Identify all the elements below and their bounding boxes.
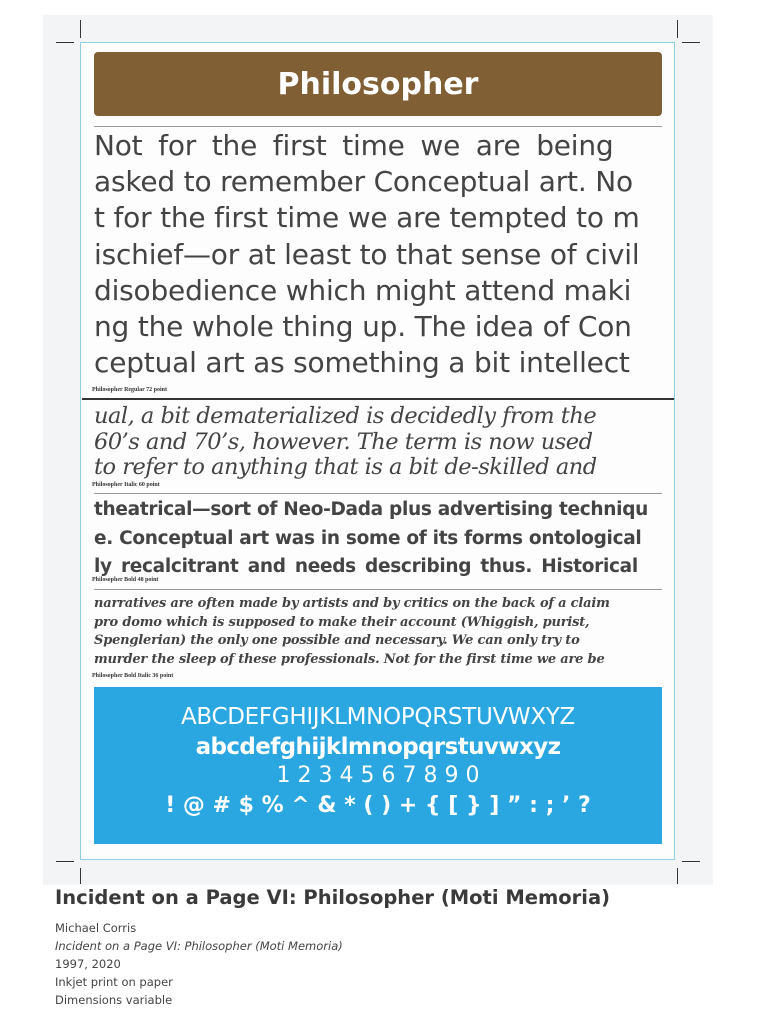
- sample-label: Philosopher Bold 48 point: [92, 577, 159, 583]
- text-line: t for the first time we are tempted to m: [94, 201, 640, 235]
- crop-mark-bottom-left-v: [80, 868, 81, 884]
- text-line: asked to remember Conceptual art. No: [94, 165, 633, 199]
- divider-thick: [82, 398, 674, 400]
- text-line: disobedience which might attend maki: [94, 273, 632, 307]
- text-line: e. Conceptual art was in some of its forms ontological: [94, 527, 642, 549]
- caption-work-title: Incident on a Page VI: Philosopher (Moti Memoria): [55, 939, 343, 953]
- regular-text-block: [94, 128, 662, 381]
- crop-mark-bottom-left-h: [56, 861, 74, 862]
- uppercase-row: ABCDEFGHIJKLMNOPQRSTUVWXYZ: [180, 704, 576, 730]
- text-line: theatrical—sort of Neo-Dada plus advertising techniqu: [94, 499, 649, 520]
- font-title-banner: Philosopher: [94, 52, 662, 116]
- text-line: Not for the first time we are being: [94, 129, 614, 162]
- text-line: murder the sleep of these professionals. Not for the first time we are be: [94, 651, 605, 667]
- divider: [94, 589, 662, 590]
- text-line: ng the whole thing up. The idea of Con: [94, 310, 632, 344]
- character-set-panel: [94, 687, 662, 844]
- divider: [94, 493, 662, 494]
- text-line: Spenglerian) the only one possible and necessary. We can only try to: [94, 633, 580, 649]
- sample-label: Philosopher Regular 72 point: [92, 387, 167, 393]
- crop-mark-bottom-right-v: [677, 868, 678, 884]
- text-line: ly recalcitrant and needs describing thus. Historical: [94, 556, 638, 577]
- italic-text-block: [94, 404, 662, 481]
- caption-artist: Michael Corris: [55, 921, 137, 935]
- text-line: narratives are often made by artists and by critics on the back of a claim: [94, 596, 610, 611]
- text-line: ceptual art as something a bit intellect: [94, 346, 630, 380]
- crop-mark-bottom-right-h: [682, 861, 700, 862]
- text-line: pro domo which is supposed to make their account (Whiggish, purist,: [94, 614, 590, 630]
- text-line: ischief—or at least to that sense of civil: [94, 237, 640, 271]
- symbols-row: ! @ # $ % ^ & * ( ) + { [ } ] ” : ; ’ ?: [165, 793, 591, 818]
- crop-mark-top-right-v: [677, 20, 678, 38]
- bold-italic-text-block: [94, 595, 662, 669]
- crop-mark-top-left-v: [80, 20, 81, 38]
- text-line: ual, a bit dematerialized is decidedly from the: [94, 404, 597, 429]
- digits-row: 1 2 3 4 5 6 7 8 9 0: [276, 763, 480, 788]
- text-line: to refer to anything that is a bit de-skilled and: [94, 455, 597, 480]
- caption-heading: Incident on a Page VI: Philosopher (Moti Memoria): [55, 886, 611, 909]
- crop-mark-top-right-h: [682, 42, 700, 43]
- text-line: 60’s and 70’s, however. The term is now used: [94, 429, 593, 455]
- caption-dimensions: Dimensions variable: [55, 993, 173, 1007]
- sample-label: Philosopher Italic 60 point: [92, 482, 160, 488]
- crop-mark-top-left-h: [56, 42, 74, 43]
- bold-text-block: [94, 496, 662, 582]
- divider: [94, 126, 662, 127]
- sample-label: Philosopher Bold Italic 36 point: [92, 673, 174, 679]
- caption-medium: Inkjet print on paper: [55, 975, 173, 989]
- lowercase-row: abcdefghijklmnopqrstuvwxyz: [195, 734, 561, 760]
- caption-years: 1997, 2020: [55, 957, 121, 971]
